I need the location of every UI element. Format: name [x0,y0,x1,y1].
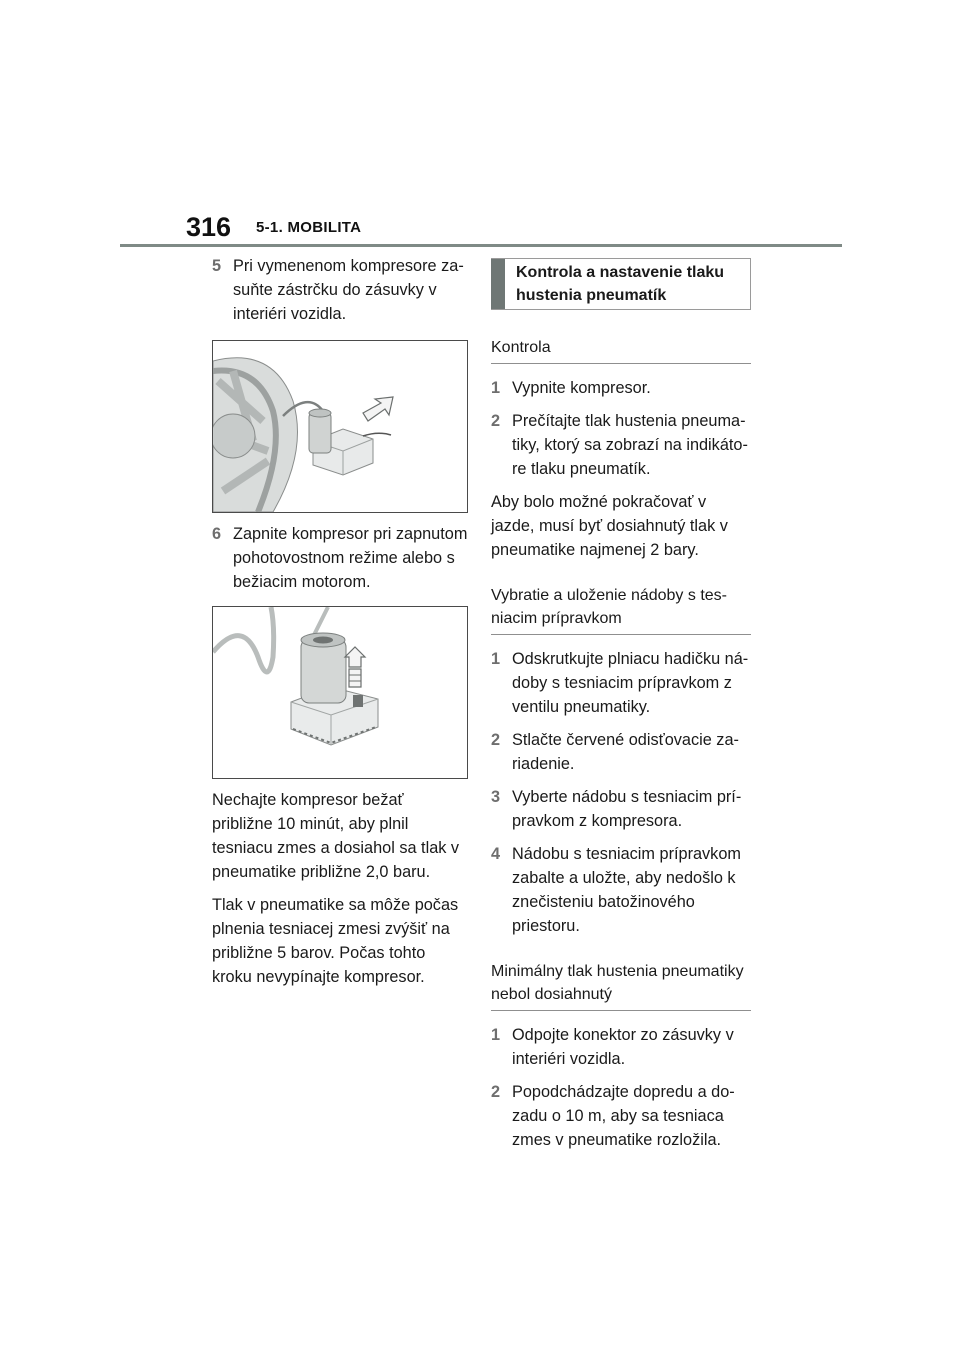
step-6 [212,522,468,594]
vybratie-step-3 [491,785,751,833]
step-number: 5 [212,257,222,275]
step-text: Pri vymenenom kompresore zasuňte zástrčku do zásuvky v interiéri vozidla. [233,257,464,323]
header-rule [120,244,842,247]
paragraph-run-compressor: Nechajte kompresor bežať približne 10 minút, aby plnil tesniacu zmes a dosiahol sa tlak v pneumatike približne 2,0 baru. [212,791,460,881]
step-text: Zapnite kompresor pri zapnutom pohotovostnom režime alebo s bežiacim motorom. [233,525,468,591]
compressor-switch-drawing [213,607,467,778]
step-text: Vypnite kompresor. [512,379,651,397]
section-title: 5-1. MOBILITA [256,219,362,236]
step-number: 2 [491,412,501,430]
step-number: 3 [491,788,501,806]
step-text: Odskrutkujte plniacu hadičku nádoby s tesniacim prípravkom z ventilu pneumatiky. [512,650,749,716]
step-number: 1 [491,650,501,668]
step-number: 1 [491,379,501,397]
subheading-minimalny: Minimálny tlak hustenia pneumatiky nebol dosiahnutý [491,960,751,1011]
step-text: Prečítajte tlak hustenia pneumatiky, ktorý sa zobrazí na indikátore tlaku pneumatík. [512,412,748,478]
box-heading [491,258,751,310]
step-number: 6 [212,525,222,543]
vybratie-step-4 [491,842,751,938]
wheel-compressor-drawing [213,341,467,512]
minimalny-step-1 [491,1023,751,1071]
box-heading-text: Kontrola a nastavenie tlaku hustenia pneumatík [516,264,725,304]
kontrola-step-2 [491,409,751,481]
vybratie-step-2 [491,728,751,776]
subheading-vybratie: Vybratie a uloženie nádoby s tesniacim prípravkom [491,584,751,635]
kontrola-step-1 [491,376,751,400]
paragraph-pressure-rise: Tlak v pneumatike sa môže počas plnenia tesniacej zmesi zvýšiť na približne 5 barov. Počas tohto kroku nevypínajte kompresor. [212,896,459,986]
step-number: 1 [491,1026,501,1044]
step-5 [212,254,468,326]
minimalny-step-2 [491,1080,751,1152]
step-number: 2 [491,1083,501,1101]
paragraph-min-pressure: Aby bolo možné pokračovať v jazde, musí byť dosiahnutý tlak v pneumatike najmenej 2 bary. [491,493,728,559]
step-text: Nádobu s tesniacim prípravkom zabalte a uložte, aby nedošlo k znečisteniu batožinového priestoru. [512,845,741,935]
vybratie-step-1 [491,647,751,719]
heading-bar [491,259,505,309]
page-number: 316 [186,212,232,242]
illustration-compressor-switch [212,606,468,779]
step-text: Odpojte konektor zo zásuvky v interiéri vozidla. [512,1026,734,1068]
subheading-kontrola: Kontrola [491,336,751,364]
step-number: 2 [491,731,501,749]
step-text: Popodchádzajte dopredu a dozadu o 10 m, aby sa tesniaca zmes v pneumatike rozložila. [512,1083,735,1149]
step-text: Stlačte červené odisťovacie zariadenie. [512,731,739,773]
step-number: 4 [491,845,501,863]
step-text: Vyberte nádobu s tesniacim prípravkom z kompresora. [512,788,742,830]
illustration-compressor-at-wheel [212,340,468,513]
left-column [212,254,468,998]
right-column [491,258,751,1161]
